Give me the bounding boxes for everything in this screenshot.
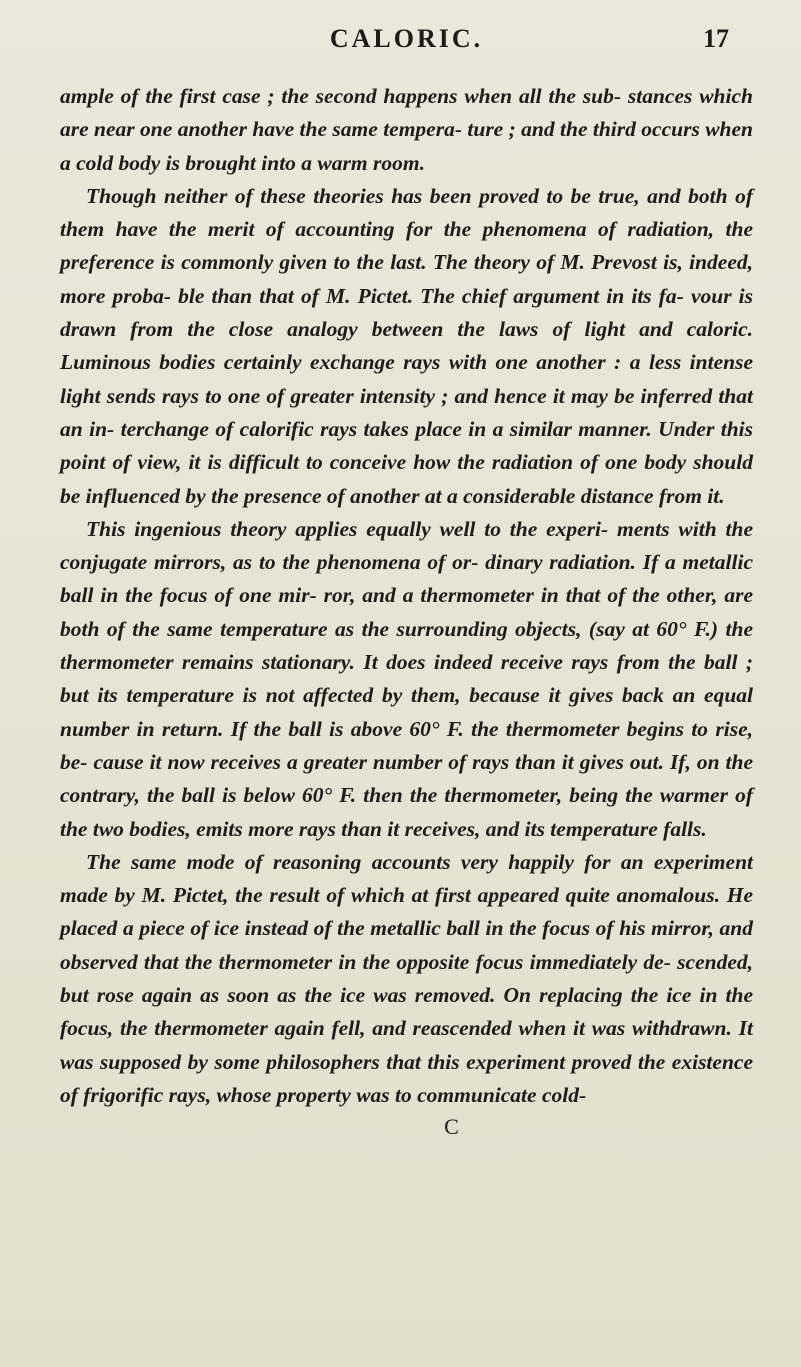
signature-mark: C <box>444 1114 459 1140</box>
running-title: CALORIC. <box>329 24 484 53</box>
paragraph-pictet-experiment: The same mode of reasoning accounts very happily for an experiment made by M. Pictet, the result of which at first appeared quite anomalous. He placed a piece of ice instead of the metallic ball in the focus of his mirror, and observed that the thermometer in the opposite focus immediately de- scended, but rose again as soon as the ice was removed. On replacing the ice in the focus, the thermometer again fell, and reascended when it was withdrawn. It was supposed by some philosophers that this experiment proved the existence of frigorific rays, whose property was to communicate cold- <box>60 849 753 1107</box>
body-text <box>60 80 753 1112</box>
running-head <box>60 0 753 80</box>
paragraph-conjugate-mirrors: This ingenious theory applies equally well to the experi- ments with the conjugate mirrors, as to the phenomena of or- dinary radiation. If a metallic ball in the focus of one mir- ror, and a thermometer in that of the other, are both of the same temperature as the surrounding objects, (say at 60° F.) the thermometer remains stationary. It does indeed receive rays from the ball ; but its temperature is not affected by them, because it gives back an equal number in return. If the ball is above 60° F. the thermometer begins to rise, be- cause it now receives a greater number of rays than it gives out. If, on the contrary, the ball is below 60° F. then the thermometer, being the warmer of the two bodies, emits more rays than it receives, and its temperature falls. <box>60 516 753 841</box>
paragraph-continued: ample of the first case ; the second happens when all the sub- stances which are near one another have the same tempera- ture ; and the third occurs when a cold body is brought into a warm room. <box>60 84 753 175</box>
page-number: 17 <box>703 24 729 53</box>
paragraph-theories: Though neither of these theories has been proved to be true, and both of them have the merit of accounting for the phenomena of radiation, the preference is commonly given to the last. The theory of M. Prevost is, indeed, more proba- ble than that of M. Pictet. The chief argument in its fa- vour is drawn from the close analogy between the laws of light and caloric. Luminous bodies certainly exchange rays with one another : a less intense light sends rays to one of greater intensity ; and hence it may be inferred that an in- terchange of calorific rays takes place in a similar manner. Under this point of view, it is difficult to conceive how the radiation of one body should be influenced by the presence of another at a considerable distance from it. <box>60 183 753 508</box>
